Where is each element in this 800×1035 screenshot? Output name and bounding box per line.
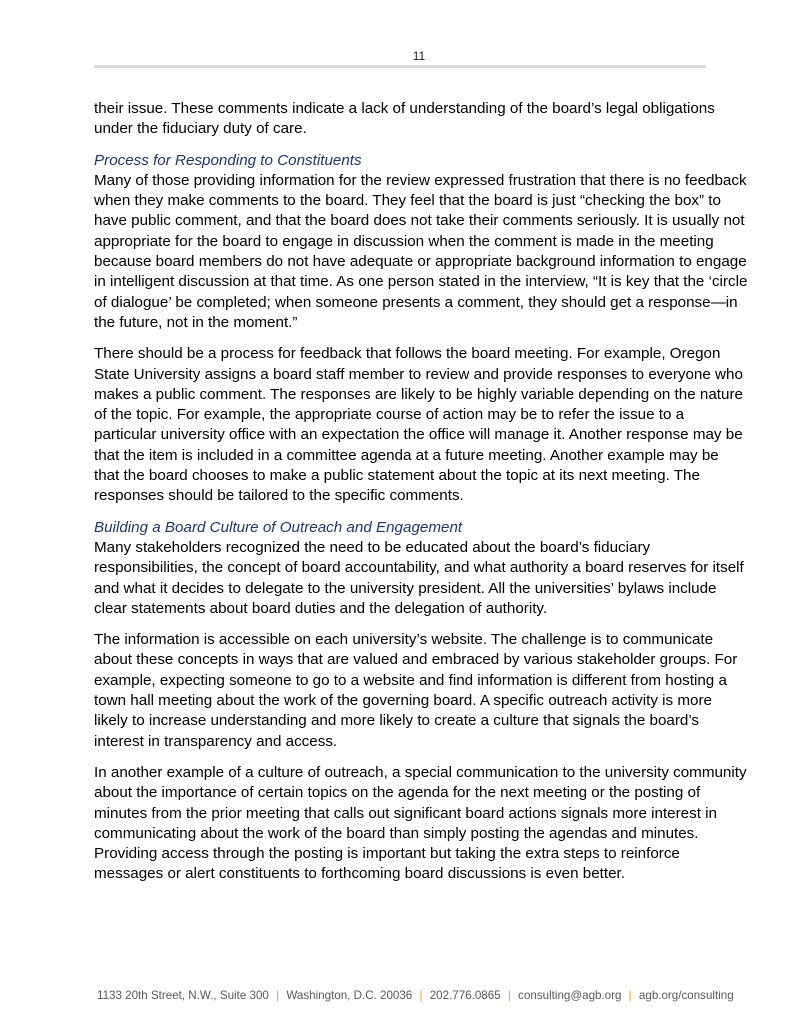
footer-separator: | [276,989,280,1002]
footer-website: agb.org/consulting [638,989,734,1002]
header-rule [94,65,706,68]
section-heading-outreach: Building a Board Culture of Outreach and Engagement [94,518,463,536]
paragraph-stakeholders: Many stakeholders recognized the need to be educated about the board’s fiduciary responsibilities, the concept of board accountability, and what authority a board reserves for itself and what it decides to delegate to the university president. All the universities’ bylaws include clear statements about board duties and the delegation of authority. [94,538,744,617]
footer-separator: | [507,989,511,1002]
paragraph-continued: their issue. These comments indicate a lack of understanding of the board’s legal obligations under the fiduciary duty of care. [94,100,715,138]
footer-separator: | [419,989,423,1002]
footer-address: 1133 20th Street, N.W., Suite 300 [97,989,269,1002]
page-number: 11 [412,49,426,63]
document-body [94,99,748,896]
footer-email: consulting@agb.org [518,989,622,1002]
paragraph-outreach-example: In another example of a culture of outreach, a special communication to the university community about the importance of certain topics on the agenda for the next meeting or the posting of minutes from the prior meeting that calls out significant board actions signals more interest in communicating about the work of the board than simply posting the agendas and minutes. Providing access through the posting is important but taking the extra steps to reinforce messages or alert constituents to forthcoming board discussions is even better. [94,763,747,883]
footer [97,989,734,1002]
paragraph-frustration: Many of those providing information for the review expressed frustration that there is no feedback when they make comments to the board. They feel that the board is just “checking the box” to have public comment, and that the board does not take their comments seriously. It is usually not appropriate for the board to engage in discussion when the comment is made in the meeting because board members do not have adequate or appropriate background information to engage in intelligent discussion at that time. As one person stated in the interview, “It is key that the ‘circle of dialogue’ be completed; when someone presents a comment, they should get a response—in the future, not in the moment.” [94,171,748,331]
paragraph-website-info: The information is accessible on each university’s website. The challenge is to communicate about these concepts in ways that are valued and embraced by various stakeholder groups. For example, expecting someone to go to a website and find information is different from hosting a town hall meeting about the work of the governing board. A specific outreach activity is more likely to increase understanding and more likely to create a culture that signals the board’s interest in transparency and access. [94,631,738,750]
section-heading-responding: Process for Responding to Constituents [94,151,362,169]
footer-phone: 202.776.0865 [429,989,501,1002]
footer-city: Washington, D.C. 20036 [286,989,413,1002]
paragraph-feedback-process: There should be a process for feedback that follows the board meeting. For example, Oregon State University assigns a board staff member to review and provide responses to everyone who makes a public comment. The responses are likely to be highly variable depending on the nature of the topic. For example, the appropriate course of action may be to refer the issue to a particular university office with an expectation the office will manage it. Another response may be that the item is included in a committee agenda at a future meeting. Another example may be that the board chooses to make a public statement about the topic at its next meeting. The responses should be tailored to the specific comments. [94,345,743,505]
footer-separator: | [628,989,632,1002]
